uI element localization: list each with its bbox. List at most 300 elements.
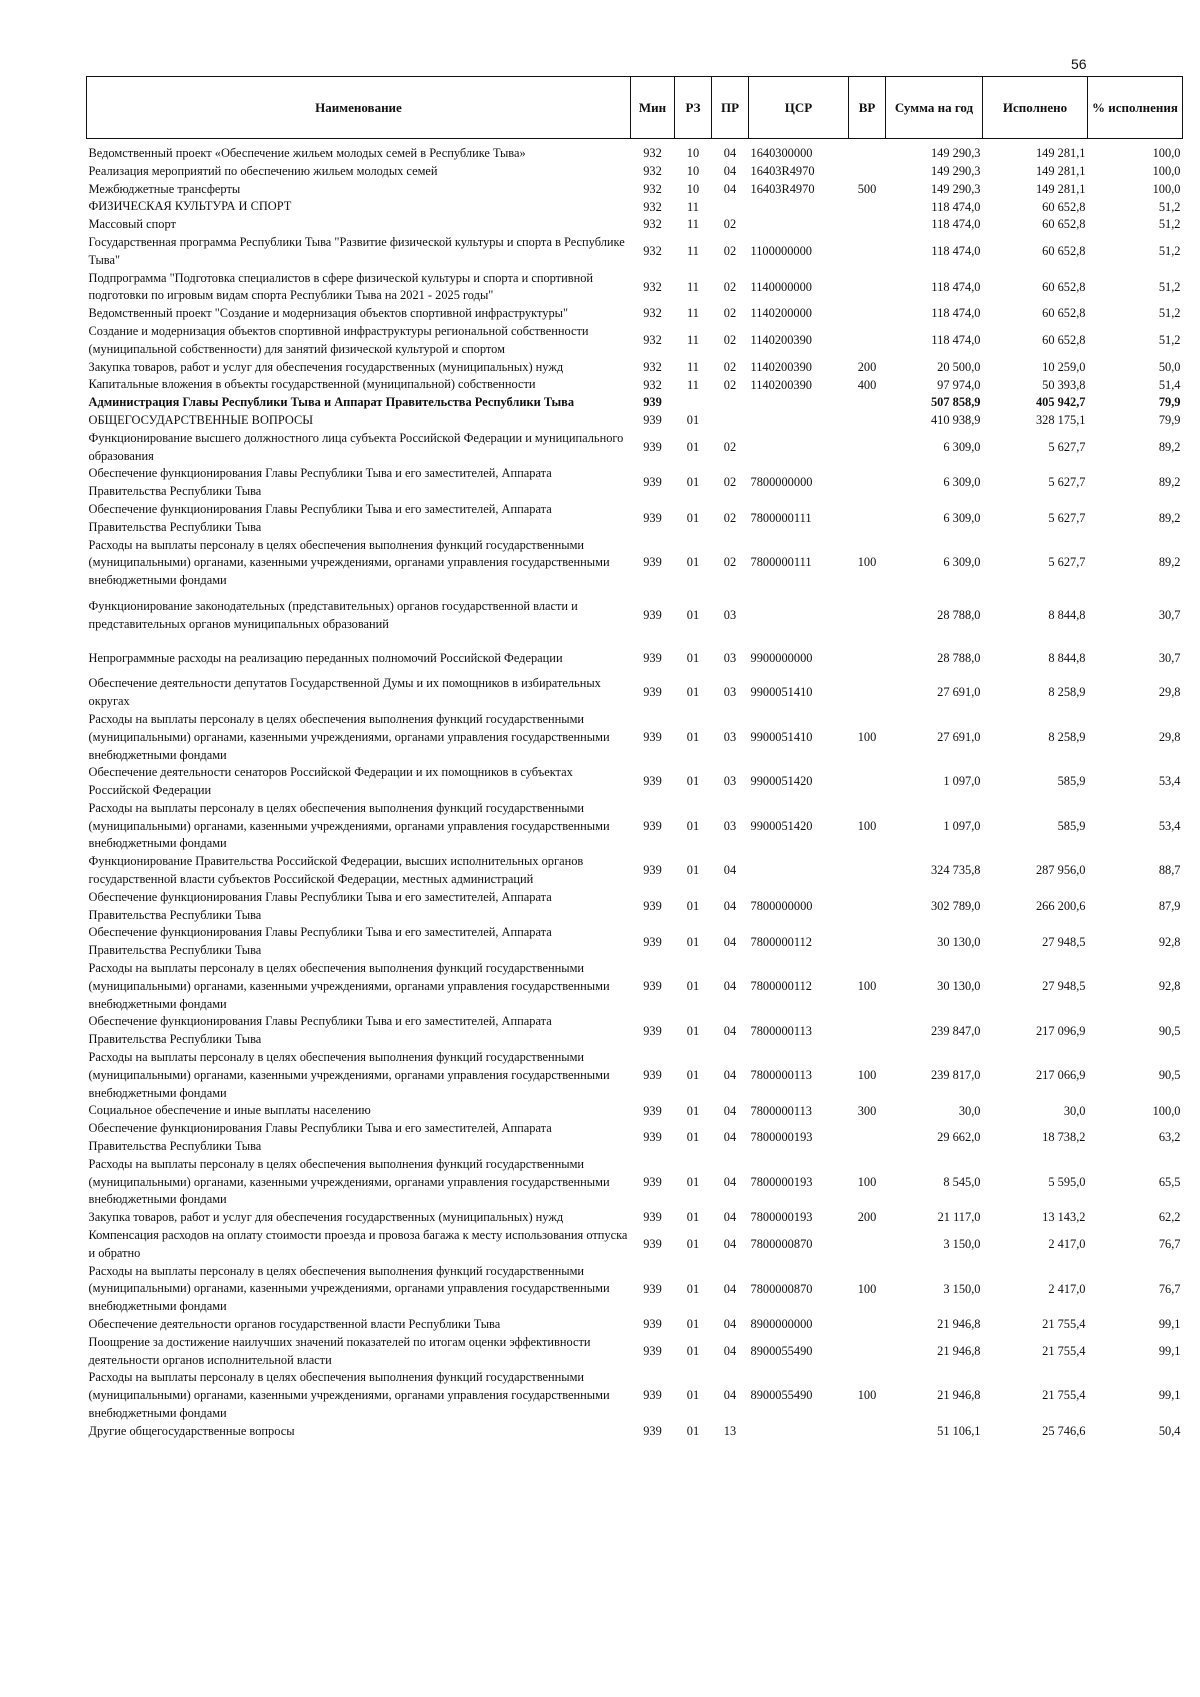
row-vr bbox=[849, 305, 886, 323]
row-csr: 7800000870 bbox=[750, 1281, 813, 1296]
row-name: Массовый спорт bbox=[88, 217, 176, 232]
row-min: 939 bbox=[643, 1210, 662, 1225]
row-csr: 9900000000 bbox=[750, 650, 813, 665]
row-vr bbox=[849, 1316, 886, 1334]
row-csr: 7800000113 bbox=[750, 1103, 812, 1118]
row-min: 932 bbox=[643, 217, 662, 232]
row-min: 939 bbox=[643, 650, 662, 665]
row-csr: 7800000000 bbox=[750, 475, 813, 490]
row-name: Обеспечение функционирования Главы Республики Тыва и его заместителей, Аппарата Правительства Республики Тыва bbox=[88, 889, 552, 922]
row-done: 27 948,5 bbox=[1042, 934, 1086, 949]
table-row bbox=[87, 889, 1183, 925]
row-sum: 97 974,0 bbox=[937, 377, 981, 392]
row-min: 939 bbox=[643, 1343, 662, 1358]
row-name: Обеспечение функционирования Главы Республики Тыва и его заместителей, Аппарата Правительства Республики Тыва bbox=[88, 466, 552, 499]
budget-execution-table bbox=[86, 76, 1183, 1441]
header-pct: % исполнения bbox=[1088, 77, 1183, 139]
row-vr bbox=[849, 465, 886, 501]
row-sum: 1 097,0 bbox=[943, 818, 981, 833]
row-min: 932 bbox=[643, 163, 662, 178]
row-vr bbox=[849, 889, 886, 925]
row-rz bbox=[675, 394, 712, 412]
row-name: ФИЗИЧЕСКАЯ КУЛЬТУРА И СПОРТ bbox=[88, 199, 292, 214]
row-rz: 10 bbox=[686, 163, 700, 178]
row-pct: 65,5 bbox=[1158, 1174, 1181, 1189]
table-row bbox=[87, 853, 1183, 889]
row-min: 939 bbox=[643, 979, 662, 993]
row-sum: 21 117,0 bbox=[937, 1210, 981, 1225]
row-done: 149 281,1 bbox=[1035, 163, 1086, 178]
row-vr bbox=[849, 412, 886, 430]
row-pct: 92,8 bbox=[1158, 979, 1181, 993]
table-row bbox=[87, 675, 1183, 711]
row-min: 932 bbox=[643, 333, 662, 348]
row-pr: 02 bbox=[723, 439, 737, 454]
row-sum: 20 500,0 bbox=[937, 359, 981, 374]
row-vr: 100 bbox=[857, 979, 877, 993]
row-name: Капитальные вложения в объекты государственной (муниципальной) собственности bbox=[88, 377, 536, 392]
row-pr bbox=[712, 412, 749, 430]
row-name: ОБЩЕГОСУДАРСТВЕННЫЕ ВОПРОСЫ bbox=[88, 412, 314, 427]
table-row bbox=[87, 305, 1183, 323]
row-done: 405 942,7 bbox=[1035, 395, 1086, 410]
table-header-row bbox=[87, 77, 1183, 139]
row-done: 5 627,7 bbox=[1048, 475, 1086, 490]
table-row bbox=[87, 1049, 1183, 1102]
row-pct: 79,9 bbox=[1158, 395, 1181, 410]
row-name: Поощрение за достижение наилучших значений показателей по итогам оценки эффективности деятельности органов исполнительной власти bbox=[88, 1334, 591, 1367]
row-vr: 200 bbox=[857, 1210, 877, 1225]
row-name: Закупка товаров, работ и услуг для обеспечения государственных (муниципальных) нужд bbox=[88, 1210, 564, 1225]
row-name: Функционирование высшего должностного лица субъекта Российской Федерации и муниципального образования bbox=[88, 430, 624, 463]
row-rz: 01 bbox=[686, 1388, 700, 1403]
row-rz: 11 bbox=[687, 377, 699, 392]
row-min: 932 bbox=[643, 181, 662, 196]
row-name: Социальное обеспечение и иные выплаты населению bbox=[88, 1103, 371, 1118]
row-pr bbox=[712, 198, 749, 216]
row-min: 939 bbox=[643, 439, 662, 454]
row-pr: 02 bbox=[723, 555, 737, 570]
row-min: 939 bbox=[643, 395, 662, 410]
row-pr: 02 bbox=[723, 377, 737, 392]
header-vr: ВР bbox=[849, 77, 886, 139]
row-done: 5 627,7 bbox=[1048, 439, 1086, 454]
row-vr: 100 bbox=[857, 818, 877, 833]
row-min: 939 bbox=[643, 1174, 662, 1189]
row-name: Обеспечение функционирования Главы Республики Тыва и его заместителей, Аппарата Правительства Республики Тыва bbox=[88, 501, 552, 534]
row-pct: 92,8 bbox=[1158, 934, 1181, 949]
row-done: 2 417,0 bbox=[1048, 1281, 1086, 1296]
row-sum: 8 545,0 bbox=[943, 1174, 981, 1189]
row-name: Обеспечение функционирования Главы Республики Тыва и его заместителей, Аппарата Правительства Республики Тыва bbox=[88, 1014, 552, 1047]
row-csr: 8900055490 bbox=[750, 1388, 813, 1403]
row-rz: 11 bbox=[687, 217, 699, 232]
row-rz: 11 bbox=[687, 359, 699, 374]
row-pr: 04 bbox=[723, 1317, 737, 1332]
row-rz: 01 bbox=[686, 818, 700, 833]
row-name: Ведомственный проект "Создание и модернизация объектов спортивной инфраструктуры" bbox=[88, 306, 569, 321]
row-vr: 200 bbox=[857, 359, 877, 374]
row-vr bbox=[849, 642, 886, 676]
row-csr: 7800000112 bbox=[750, 934, 812, 949]
row-vr bbox=[849, 216, 886, 234]
row-vr: 100 bbox=[857, 729, 877, 744]
row-rz: 01 bbox=[686, 607, 700, 622]
row-rz: 10 bbox=[686, 146, 700, 161]
row-min: 932 bbox=[643, 199, 662, 214]
page-number: 56 bbox=[1071, 56, 1087, 72]
row-vr bbox=[849, 1227, 886, 1263]
table-row bbox=[87, 960, 1183, 1013]
row-name: Расходы на выплаты персоналу в целях обеспечения выполнения функций государственными (муниципальными) органами, казенными учреждениями, органами управления государственными внебюджетными фондами bbox=[88, 1156, 610, 1207]
row-rz: 01 bbox=[686, 1067, 700, 1082]
table-row bbox=[87, 1334, 1183, 1370]
table-row bbox=[87, 430, 1183, 466]
row-sum: 410 938,9 bbox=[930, 413, 981, 428]
table-row bbox=[87, 1013, 1183, 1049]
table-row bbox=[87, 1120, 1183, 1156]
row-name: Расходы на выплаты персоналу в целях обеспечения выполнения функций государственными (муниципальными) органами, казенными учреждениями, органами управления государственными внебюджетными фондами bbox=[88, 711, 610, 762]
row-sum: 6 309,0 bbox=[943, 475, 981, 490]
row-pr: 02 bbox=[723, 244, 737, 259]
row-rz: 10 bbox=[686, 181, 700, 196]
row-name: Ведомственный проект «Обеспечение жильем молодых семей в Республике Тыва» bbox=[88, 146, 526, 160]
row-sum: 324 735,8 bbox=[930, 863, 981, 878]
row-pr: 04 bbox=[723, 1281, 737, 1296]
row-pr: 02 bbox=[723, 279, 737, 294]
row-name: Расходы на выплаты персоналу в целях обеспечения выполнения функций государственными (муниципальными) органами, казенными учреждениями, органами управления государственными внебюджетными фондами bbox=[88, 537, 610, 588]
row-min: 939 bbox=[643, 1130, 662, 1145]
row-min: 939 bbox=[643, 1103, 662, 1118]
row-pr: 04 bbox=[723, 1023, 737, 1038]
row-csr: 9900051420 bbox=[750, 818, 813, 833]
row-rz: 01 bbox=[686, 1103, 700, 1118]
row-csr: 7800000112 bbox=[750, 979, 812, 993]
row-sum: 6 309,0 bbox=[943, 439, 981, 454]
row-sum: 1 097,0 bbox=[943, 774, 981, 789]
row-min: 939 bbox=[643, 818, 662, 833]
row-csr bbox=[749, 1423, 849, 1441]
row-pct: 89,2 bbox=[1158, 510, 1181, 525]
row-done: 18 738,2 bbox=[1042, 1130, 1086, 1145]
row-pr: 04 bbox=[723, 181, 737, 196]
table-row bbox=[87, 1156, 1183, 1209]
row-name: Функционирование Правительства Российской Федерации, высших исполнительных органов государственной власти субъектов Российской Федерации, местных администраций bbox=[88, 854, 584, 887]
row-min: 939 bbox=[643, 1237, 662, 1252]
table-row bbox=[87, 711, 1183, 764]
row-vr bbox=[849, 139, 886, 163]
row-pct: 63,2 bbox=[1158, 1130, 1181, 1145]
row-rz: 01 bbox=[686, 555, 700, 570]
row-pr: 04 bbox=[723, 934, 737, 949]
row-min: 939 bbox=[643, 1388, 662, 1403]
row-pct: 100,0 bbox=[1152, 163, 1181, 178]
table-row bbox=[87, 537, 1183, 590]
row-done: 8 258,9 bbox=[1048, 729, 1086, 744]
row-pct: 30,7 bbox=[1158, 607, 1181, 622]
row-min: 939 bbox=[643, 1281, 662, 1296]
table-row bbox=[87, 465, 1183, 501]
row-sum: 29 662,0 bbox=[937, 1130, 981, 1145]
row-rz: 01 bbox=[686, 1281, 700, 1296]
header-sum: Сумма на год bbox=[886, 77, 983, 139]
row-name: Непрограммные расходы на реализацию переданных полномочий Российской Федерации bbox=[88, 650, 563, 665]
row-done: 10 259,0 bbox=[1042, 359, 1086, 374]
table-row bbox=[87, 323, 1183, 359]
row-vr bbox=[849, 163, 886, 181]
row-vr bbox=[849, 853, 886, 889]
row-csr bbox=[749, 430, 849, 466]
row-done: 2 417,0 bbox=[1048, 1237, 1086, 1252]
row-vr bbox=[849, 323, 886, 359]
row-csr: 9900051420 bbox=[750, 774, 813, 789]
row-sum: 21 946,8 bbox=[937, 1388, 981, 1403]
row-rz: 01 bbox=[686, 685, 700, 700]
row-done: 60 652,8 bbox=[1042, 199, 1086, 214]
table-row bbox=[87, 376, 1183, 394]
row-name: Расходы на выплаты персоналу в целях обеспечения выполнения функций государственными (муниципальными) органами, казенными учреждениями, органами управления государственными внебюджетными фондами bbox=[88, 1050, 610, 1100]
row-done: 585,9 bbox=[1057, 818, 1086, 833]
table-row bbox=[87, 163, 1183, 181]
row-csr: 16403R4970 bbox=[750, 163, 815, 178]
row-pr: 04 bbox=[723, 1174, 737, 1189]
row-name: Администрация Главы Республики Тыва и Аппарат Правительства Республики Тыва bbox=[88, 395, 575, 410]
row-pr: 04 bbox=[723, 979, 737, 993]
row-csr: 1140000000 bbox=[750, 279, 812, 294]
row-name: Реализация мероприятий по обеспечению жильем молодых семей bbox=[88, 163, 438, 178]
row-name: Закупка товаров, работ и услуг для обеспечения государственных (муниципальных) нужд bbox=[88, 359, 564, 374]
row-vr bbox=[849, 501, 886, 537]
row-vr bbox=[849, 430, 886, 466]
row-csr bbox=[749, 412, 849, 430]
row-pct: 51,2 bbox=[1158, 244, 1181, 259]
row-sum: 118 474,0 bbox=[931, 244, 981, 259]
row-sum: 118 474,0 bbox=[931, 199, 981, 214]
table-row bbox=[87, 1316, 1183, 1334]
row-pct: 29,8 bbox=[1158, 685, 1181, 700]
table-row bbox=[87, 216, 1183, 234]
table-row bbox=[87, 764, 1183, 800]
row-rz: 01 bbox=[686, 1423, 700, 1438]
row-sum: 27 691,0 bbox=[937, 685, 981, 700]
row-pr: 02 bbox=[723, 306, 737, 321]
row-rz: 01 bbox=[686, 898, 700, 913]
row-name: Государственная программа Республики Тыва "Развитие физической культуры и спорта в Республике Тыва" bbox=[88, 234, 625, 267]
row-rz: 01 bbox=[686, 934, 700, 949]
row-pr: 04 bbox=[723, 863, 737, 878]
row-csr: 1140200000 bbox=[750, 306, 812, 321]
row-min: 939 bbox=[643, 475, 662, 490]
row-pct: 50,0 bbox=[1158, 359, 1181, 374]
table-row bbox=[87, 198, 1183, 216]
row-pct: 51,4 bbox=[1158, 377, 1181, 392]
row-rz: 11 bbox=[687, 333, 699, 348]
row-vr bbox=[849, 394, 886, 412]
row-pr: 03 bbox=[723, 685, 737, 700]
row-rz: 11 bbox=[687, 306, 699, 321]
row-pct: 29,8 bbox=[1158, 729, 1181, 744]
row-rz: 01 bbox=[686, 1343, 700, 1358]
row-min: 939 bbox=[643, 863, 662, 878]
row-min: 939 bbox=[643, 413, 662, 428]
row-sum: 28 788,0 bbox=[937, 607, 981, 622]
table-row bbox=[87, 501, 1183, 537]
row-pr: 04 bbox=[723, 163, 737, 178]
row-done: 149 281,1 bbox=[1035, 146, 1086, 161]
row-pct: 88,7 bbox=[1158, 863, 1181, 878]
row-sum: 3 150,0 bbox=[943, 1237, 981, 1252]
row-pct: 100,0 bbox=[1152, 1103, 1181, 1118]
row-min: 932 bbox=[643, 359, 662, 374]
row-sum: 51 106,1 bbox=[937, 1423, 981, 1438]
row-vr bbox=[849, 764, 886, 800]
row-min: 932 bbox=[643, 306, 662, 321]
header-rz: РЗ bbox=[675, 77, 712, 139]
row-vr bbox=[849, 675, 886, 711]
row-min: 932 bbox=[643, 146, 662, 161]
row-pr: 03 bbox=[723, 650, 737, 665]
row-pct: 100,0 bbox=[1152, 146, 1181, 161]
table-row bbox=[87, 590, 1183, 642]
row-pr: 04 bbox=[723, 1130, 737, 1145]
row-pct: 99,1 bbox=[1158, 1317, 1181, 1332]
row-rz: 01 bbox=[686, 1237, 700, 1252]
row-done: 217 066,9 bbox=[1035, 1067, 1086, 1082]
row-done: 60 652,8 bbox=[1042, 306, 1086, 321]
row-sum: 118 474,0 bbox=[931, 279, 981, 294]
row-pct: 51,2 bbox=[1158, 279, 1181, 294]
row-name: Обеспечение деятельности депутатов Государственной Думы и их помощников в избирательных округах bbox=[88, 676, 601, 709]
row-csr: 7800000870 bbox=[750, 1237, 813, 1252]
row-csr: 7800000113 bbox=[750, 1067, 812, 1082]
row-pr: 03 bbox=[723, 729, 737, 744]
row-name: Обеспечение функционирования Главы Республики Тыва и его заместителей, Аппарата Правительства Республики Тыва bbox=[88, 925, 552, 958]
row-name: Другие общегосударственные вопросы bbox=[88, 1423, 295, 1438]
row-vr: 100 bbox=[857, 555, 877, 570]
row-min: 939 bbox=[643, 1023, 662, 1038]
row-rz: 11 bbox=[687, 199, 699, 214]
table-row bbox=[87, 1263, 1183, 1316]
row-csr bbox=[749, 394, 849, 412]
row-name: Расходы на выплаты персоналу в целях обеспечения выполнения функций государственными (муниципальными) органами, казенными учреждениями, органами управления государственными внебюджетными фондами bbox=[88, 961, 610, 1011]
row-min: 939 bbox=[643, 729, 662, 744]
row-vr bbox=[849, 234, 886, 270]
row-csr bbox=[749, 853, 849, 889]
row-pr: 02 bbox=[723, 510, 737, 525]
row-sum: 302 789,0 bbox=[930, 898, 981, 913]
header-csr: ЦСР bbox=[749, 77, 849, 139]
table-row bbox=[87, 642, 1183, 676]
row-sum: 30,0 bbox=[958, 1103, 981, 1118]
row-name: Расходы на выплаты персоналу в целях обеспечения выполнения функций государственными (муниципальными) органами, казенными учреждениями, органами управления государственными внебюджетными фондами bbox=[88, 800, 610, 851]
row-pr: 13 bbox=[723, 1423, 737, 1438]
row-rz: 01 bbox=[686, 1317, 700, 1332]
row-pct: 51,2 bbox=[1158, 217, 1181, 232]
table-row bbox=[87, 394, 1183, 412]
row-pr: 04 bbox=[723, 1067, 737, 1082]
table-row bbox=[87, 270, 1183, 306]
row-pr: 02 bbox=[723, 359, 737, 374]
row-pct: 90,5 bbox=[1158, 1067, 1181, 1082]
row-min: 939 bbox=[643, 685, 662, 700]
row-rz: 01 bbox=[686, 979, 700, 993]
row-done: 27 948,5 bbox=[1042, 979, 1086, 993]
row-sum: 118 474,0 bbox=[931, 217, 981, 232]
row-sum: 118 474,0 bbox=[931, 333, 981, 348]
row-vr bbox=[849, 1334, 886, 1370]
table-row bbox=[87, 359, 1183, 377]
header-done: Исполнено bbox=[983, 77, 1088, 139]
row-vr: 100 bbox=[857, 1281, 877, 1296]
row-pct: 79,9 bbox=[1158, 413, 1181, 428]
row-vr bbox=[849, 198, 886, 216]
row-min: 939 bbox=[643, 774, 662, 789]
header-pr: ПР bbox=[712, 77, 749, 139]
row-vr bbox=[849, 1423, 886, 1441]
row-sum: 6 309,0 bbox=[943, 510, 981, 525]
row-vr: 500 bbox=[857, 181, 877, 196]
row-csr: 1140200390 bbox=[750, 333, 812, 348]
row-pr: 04 bbox=[723, 1103, 737, 1118]
row-pr: 03 bbox=[723, 774, 737, 789]
row-pct: 51,2 bbox=[1158, 306, 1181, 321]
row-name: Создание и модернизация объектов спортивной инфраструктуры региональной собственности (муниципальной собственности) для занятий физической культурой и спортом bbox=[88, 323, 589, 356]
row-vr: 300 bbox=[857, 1103, 877, 1118]
row-pct: 51,2 bbox=[1158, 333, 1181, 348]
row-rz: 01 bbox=[686, 863, 700, 878]
row-vr bbox=[849, 1013, 886, 1049]
row-min: 939 bbox=[643, 1423, 662, 1438]
row-csr bbox=[749, 216, 849, 234]
table-row bbox=[87, 1102, 1183, 1120]
row-pct: 89,2 bbox=[1158, 439, 1181, 454]
row-done: 50 393,8 bbox=[1042, 377, 1086, 392]
table-row bbox=[87, 1423, 1183, 1441]
row-min: 939 bbox=[643, 510, 662, 525]
row-csr: 9900051410 bbox=[750, 685, 813, 700]
row-csr: 9900051410 bbox=[750, 729, 813, 744]
row-sum: 507 858,9 bbox=[930, 395, 981, 410]
row-done: 60 652,8 bbox=[1042, 333, 1086, 348]
table-row bbox=[87, 1227, 1183, 1263]
row-done: 5 595,0 bbox=[1048, 1174, 1086, 1189]
row-rz: 01 bbox=[686, 475, 700, 490]
row-done: 8 844,8 bbox=[1048, 607, 1086, 622]
row-vr bbox=[849, 1120, 886, 1156]
row-name: Расходы на выплаты персоналу в целях обеспечения выполнения функций государственными (муниципальными) органами, казенными учреждениями, органами управления государственными внебюджетными фондами bbox=[88, 1370, 610, 1420]
row-sum: 149 290,3 bbox=[930, 163, 981, 178]
row-pct: 87,9 bbox=[1158, 898, 1181, 913]
row-pct: 99,1 bbox=[1158, 1388, 1181, 1403]
row-min: 932 bbox=[643, 279, 662, 294]
table-row bbox=[87, 234, 1183, 270]
row-csr: 7800000000 bbox=[750, 898, 813, 913]
row-pct: 53,4 bbox=[1158, 818, 1181, 833]
row-csr bbox=[749, 198, 849, 216]
row-csr: 1140200390 bbox=[750, 359, 812, 374]
row-done: 25 746,6 bbox=[1042, 1423, 1086, 1438]
row-pr: 04 bbox=[723, 1343, 737, 1358]
row-min: 932 bbox=[643, 377, 662, 392]
row-sum: 27 691,0 bbox=[937, 729, 981, 744]
row-pct: 76,7 bbox=[1158, 1281, 1181, 1296]
row-sum: 239 847,0 bbox=[930, 1023, 981, 1038]
row-min: 939 bbox=[643, 607, 662, 622]
row-name: Компенсация расходов на оплату стоимости проезда и провоза багажа к месту использования отпуска и обратно bbox=[88, 1228, 628, 1260]
row-rz: 01 bbox=[686, 413, 700, 428]
row-vr: 100 bbox=[857, 1067, 877, 1082]
row-csr: 16403R4970 bbox=[750, 181, 815, 196]
